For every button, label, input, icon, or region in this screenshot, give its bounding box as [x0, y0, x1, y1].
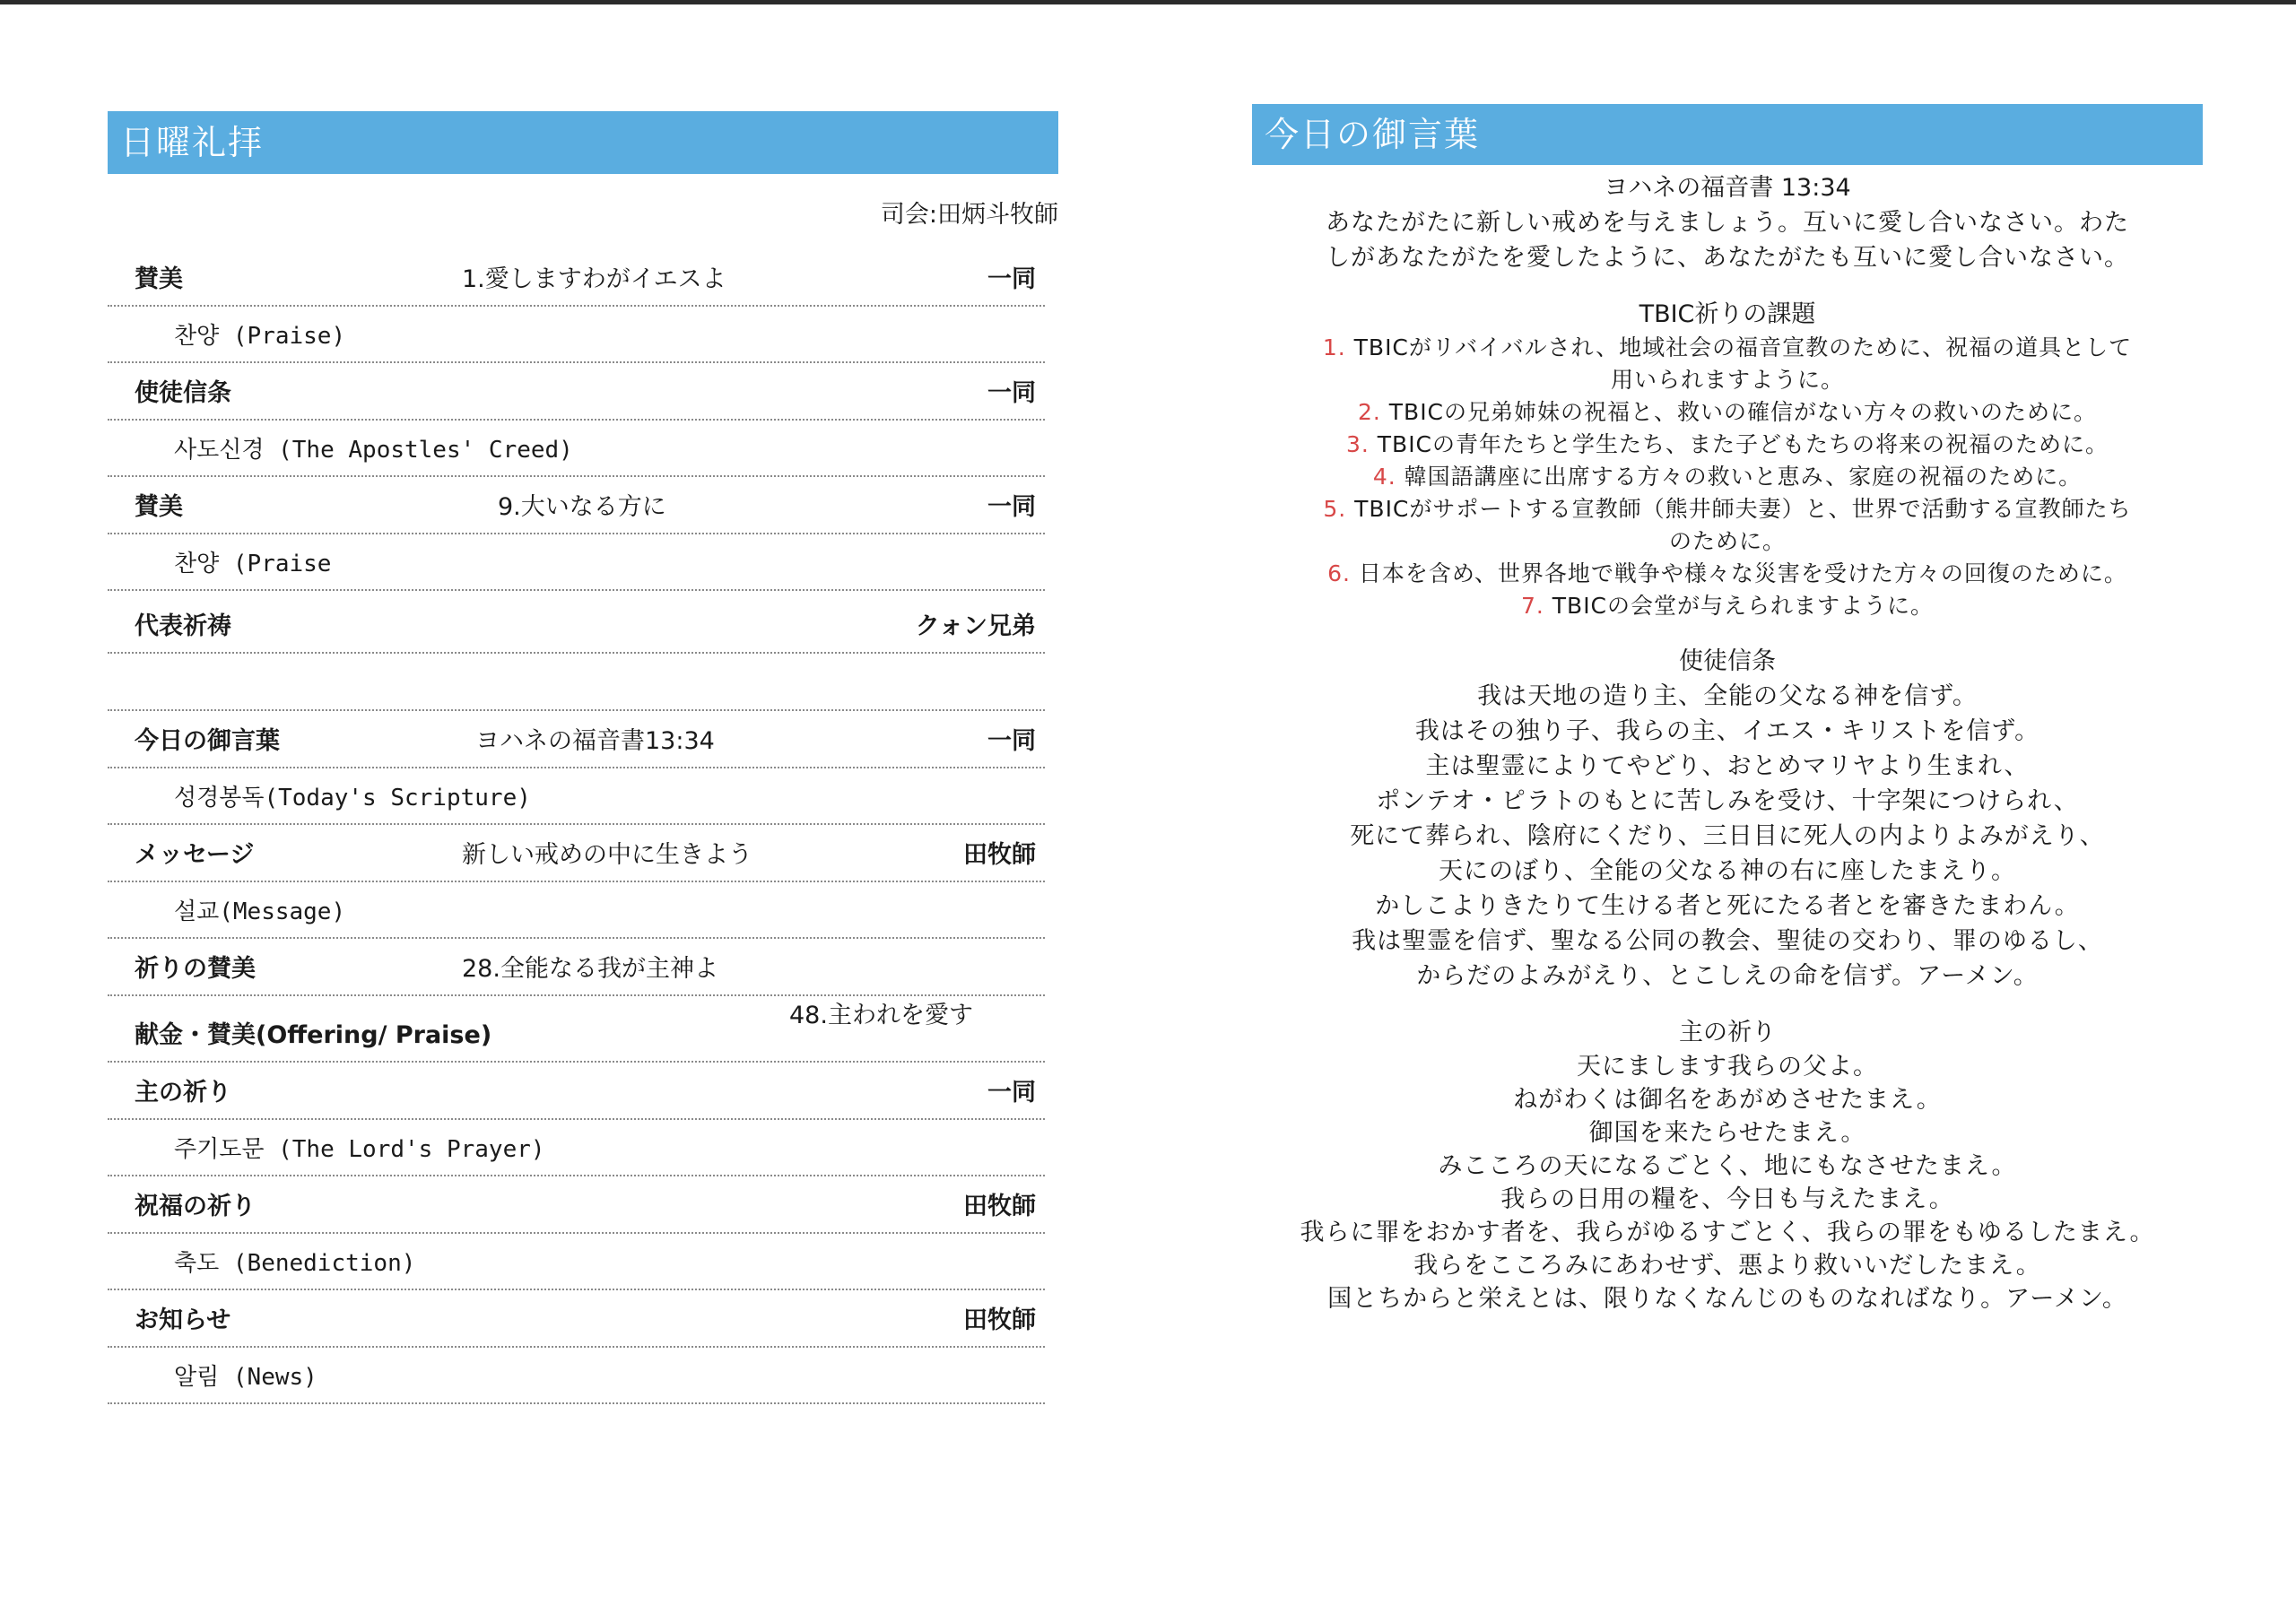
order-subrow [108, 307, 1045, 363]
creed-line: 我は聖霊を信ず、聖なる公同の教会、聖徒の交わり、罪のゆるし、 [1352, 927, 2103, 955]
lords-prayer-line: 天にまします我らの父よ。 [1577, 1053, 1878, 1081]
order-subrow [108, 1120, 1045, 1176]
row-label: 主の祈り [135, 1079, 231, 1107]
row-label: 代表祈祷 [135, 612, 231, 640]
prayer-item [1252, 396, 2203, 429]
row-middle: 9.大いなる方に [498, 493, 666, 521]
creed-title: 使徒信条 [1679, 647, 1776, 675]
order-subrow [108, 421, 1045, 477]
order-subrow [108, 1234, 1045, 1290]
row-sublabel: 사도신경 (The Apostles' Creed) [174, 437, 573, 464]
row-right: クォン兄弟 [915, 612, 1036, 640]
prayer-number: 4. [1372, 464, 1396, 490]
creed-line: 天にのぼり、全能の父なる神の右に座したまえり。 [1439, 857, 2016, 885]
prayer-text: TBICの青年たちと学生たち、また子どもたちの将来の祝福のために。 [1377, 431, 2109, 457]
row-right: 一同 [987, 727, 1036, 755]
row-label: 賛美 [135, 265, 183, 293]
lords-prayer-line: 国とちからと栄えとは、限りなくなんじのものなればなり。アーメン。 [1327, 1285, 2127, 1313]
row-right: 田牧師 [963, 841, 1036, 869]
order-row [108, 1063, 1045, 1120]
row-label: 献金・賛美(Offering/ Praise) [135, 1021, 492, 1049]
lords-prayer-line: ねがわくは御名をあがめさせたまえ。 [1513, 1086, 1942, 1114]
row-right: 田牧師 [963, 1193, 1036, 1220]
presider-line: 司会:田炳斗牧師 [880, 201, 1058, 229]
prayer-item [1252, 429, 2203, 461]
lords-prayer-title: 主の祈り [1679, 1019, 1776, 1046]
lords-prayer-line: 我らの日用の糧を、今日も与えたまえ。 [1500, 1185, 1954, 1213]
creed-text [1252, 679, 2203, 994]
row-label: 賛美 [135, 493, 183, 521]
prayer-number: 2. [1357, 399, 1381, 425]
creed-line: 死にて葬られ、陰府にくだり、三日目に死人の内よりよみがえり、 [1350, 822, 2105, 850]
prayer-topics-list [1252, 332, 2203, 622]
prayer-number: 3. [1345, 431, 1370, 457]
scan-top-edge [0, 0, 2296, 4]
row-right: 一同 [987, 493, 1036, 521]
row-label: メッセージ [135, 841, 255, 869]
row-sublabel: 찬양 (Praise [174, 551, 332, 577]
lords-prayer-line: 我らをこころみにあわせず、悪より救いいだしたまえ。 [1413, 1252, 2041, 1280]
prayer-text: 韓国語講座に出席する方々の救いと恵み、家庭の祝福のために。 [1404, 464, 2083, 490]
prayer-item [1252, 461, 2203, 493]
prayer-number: 6. [1327, 560, 1351, 586]
lords-prayer-line: 御国を来たらせたまえ。 [1588, 1119, 1866, 1147]
order-subrow [108, 534, 1045, 591]
row-label: 祝福の祈り [135, 1193, 256, 1220]
prayer-item-continuation: 用いられますように。 [1610, 367, 1844, 393]
prayer-text: TBICの兄弟姉妹の祝福と、救いの確信がない方々の救いのために。 [1388, 399, 2098, 425]
prayer-text: 日本を含め、世界各地で戦争や様々な災害を受けた方々の回復のために。 [1358, 560, 2127, 586]
prayer-text: TBICがリバイバルされ、地域社会の福音宣教のために、祝福の道具として [1353, 334, 2133, 360]
worship-order-page [108, 111, 1058, 1404]
order-blank-row [108, 654, 1045, 711]
row-sublabel: 알림 (News) [174, 1364, 317, 1391]
row-label: 使徒信条 [135, 379, 231, 407]
row-label: 今日の御言葉 [135, 727, 280, 755]
scripture-line: しがあなたがたを愛したように、あなたがたも互いに愛し合いなさい。 [1326, 244, 2129, 272]
prayer-number: 1. [1322, 334, 1346, 360]
prayer-text: TBICの会堂が与えられますように。 [1552, 593, 1935, 619]
prayer-item [1252, 558, 2203, 590]
row-right: 田牧師 [963, 1306, 1036, 1334]
row-middle: 新しい戒めの中に生きよう [462, 841, 752, 869]
creed-line: 我は天地の造り主、全能の父なる神を信ず。 [1477, 682, 1978, 710]
row-label: お知らせ [135, 1306, 231, 1334]
worship-banner: 日曜礼拝 [108, 111, 1058, 174]
row-right: 一同 [987, 265, 1036, 293]
row-middle: 28.全能なる我が主神よ [462, 955, 718, 983]
row-label: 祈りの賛美 [135, 955, 256, 983]
lords-prayer-line: みこころの天になるごとく、地にもなさせたまえ。 [1438, 1152, 2017, 1180]
row-middle: 48.主われを愛す [789, 1002, 973, 1029]
creed-line: ポンテオ・ピラトのもとに苦しみを受け、十字架につけられ、 [1376, 787, 2079, 815]
order-subrow [108, 882, 1045, 939]
prayer-item [1252, 590, 2203, 622]
creed-line: からだのよみがえり、とこしえの命を信ず。アーメン。 [1416, 962, 2039, 990]
order-row [108, 363, 1045, 421]
scripture-banner: 今日の御言葉 [1252, 104, 2203, 165]
worship-order-list [108, 249, 1045, 1404]
scripture-text [1252, 205, 2203, 275]
order-row [108, 1290, 1045, 1348]
prayer-number: 5. [1323, 496, 1347, 522]
creed-line: かしこよりきたりて生ける者と死にたる者とを審きたまわん。 [1375, 892, 2080, 920]
order-row [108, 249, 1045, 307]
lords-prayer-text [1252, 1050, 2203, 1315]
row-sublabel: 설교(Message) [174, 898, 346, 925]
prayer-topics-title: TBIC祈りの課題 [1639, 300, 1816, 328]
scripture-page [1252, 104, 2203, 1315]
creed-line: 我はその独り子、我らの主、イエス・キリストを信ず。 [1414, 717, 2040, 745]
prayer-text: TBICがサポートする宣教師（熊井師夫妻）と、世界で活動する宣教師たち [1354, 496, 2132, 522]
prayer-number: 7. [1520, 593, 1544, 619]
order-row [108, 825, 1045, 882]
scripture-reference: ヨハネの福音書 13:34 [1604, 174, 1851, 202]
order-row [108, 996, 1045, 1063]
row-middle: 1.愛しますわがイエスよ [462, 265, 726, 293]
order-row [108, 711, 1045, 768]
order-subrow [108, 1348, 1045, 1404]
scripture-line: あなたがたに新しい戒めを与えましょう。互いに愛し合いなさい。わた [1326, 209, 2129, 237]
row-sublabel: 성경봉독(Today's Scripture) [174, 785, 531, 812]
prayer-item-continuation: のために。 [1668, 528, 1786, 554]
row-sublabel: 주기도문 (The Lord's Prayer) [174, 1136, 545, 1163]
prayer-item [1252, 493, 2203, 525]
order-row [108, 591, 1045, 654]
creed-line: 主は聖霊によりてやどり、おとめマリヤより生まれ、 [1425, 752, 2030, 780]
lords-prayer-line: 我らに罪をおかす者を、我らがゆるすごとく、我らの罪をもゆるしたまえ。 [1300, 1219, 2155, 1246]
row-right: 一同 [987, 1079, 1036, 1107]
row-sublabel: 축도 (Benediction) [174, 1250, 416, 1277]
prayer-item [1252, 332, 2203, 364]
order-row [108, 939, 1045, 996]
order-row [108, 477, 1045, 534]
row-middle: ヨハネの福音書13:34 [475, 727, 715, 755]
order-subrow [108, 768, 1045, 825]
row-right: 一同 [987, 379, 1036, 407]
row-sublabel: 찬양 (Praise) [174, 323, 346, 350]
order-row [108, 1176, 1045, 1234]
